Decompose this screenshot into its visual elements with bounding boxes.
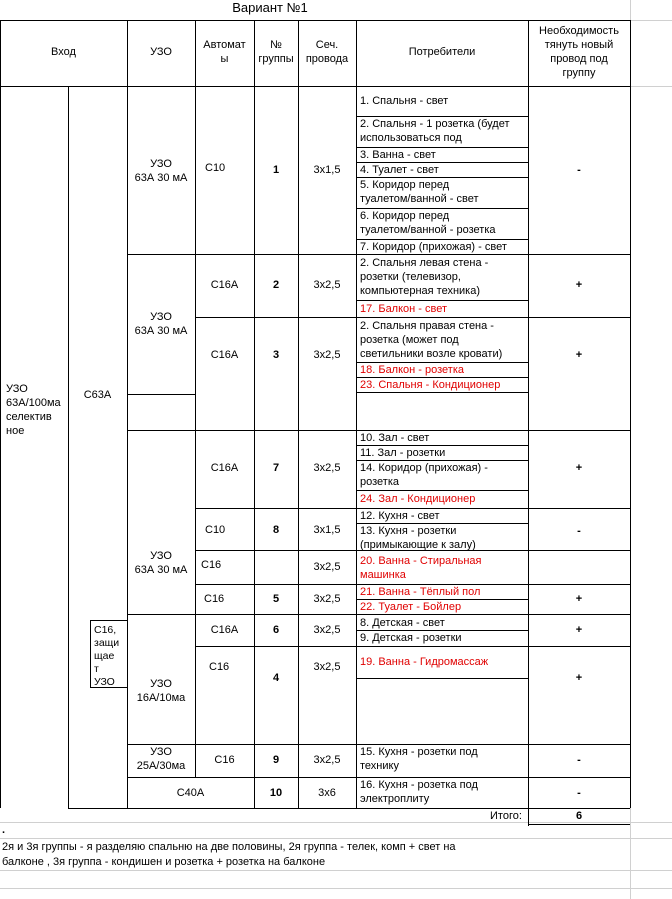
group-4-need: +	[575, 672, 583, 684]
group-6-number: 6	[272, 624, 280, 636]
consumer-item-new: 17. Балкон - свет	[360, 303, 448, 315]
group-1-section: 3х1,5	[313, 164, 341, 176]
uzo-label-5: УЗО 25А/30ма	[136, 746, 186, 772]
group-2-section: 3х2,5	[313, 279, 341, 291]
group-8-number: 8	[272, 524, 280, 536]
consumer-item: 9. Детская - розетки	[360, 632, 462, 644]
group-9-number: 9	[272, 754, 280, 766]
group-3-need: +	[575, 349, 583, 361]
group-5-breaker: С16	[204, 593, 225, 605]
group-c16-breaker: С16	[201, 559, 222, 571]
uzo-label-2: УЗО 63А 30 мА	[134, 311, 188, 337]
group-4-number: 4	[272, 672, 280, 684]
group-2-need: +	[575, 279, 583, 291]
group-7-number: 7	[272, 462, 280, 474]
header-avtomaty: Автомат ы	[203, 39, 246, 65]
group-8-section: 3х1,5	[313, 524, 341, 536]
header-uzo: УЗО	[150, 46, 172, 58]
group-1-need: -	[577, 164, 581, 176]
group-9-breaker: С16	[214, 754, 235, 766]
group-5-need: +	[575, 593, 583, 605]
consumer-item-new: 18. Балкон - розетка	[360, 364, 465, 376]
consumer-item-new: 24. Зал - Кондиционер	[360, 493, 476, 505]
consumer-item-new: 19. Ванна - Гидромассаж	[360, 656, 489, 668]
group-9-need: -	[577, 754, 581, 766]
group-8-need: -	[577, 525, 581, 537]
group-3-section: 3х2,5	[313, 349, 341, 361]
group-1-breaker: С10	[205, 162, 226, 174]
consumer-item: 14. Коридор (прихожая) - розетка	[360, 462, 488, 488]
group-9-section: 3х2,5	[313, 754, 341, 766]
group-c16-section: 3х2,5	[313, 561, 341, 573]
group-5-number: 5	[272, 593, 280, 605]
header-new-wire-needed: Необходимость тянуть новый провод под группу	[539, 25, 619, 79]
group-1-number: 1	[272, 164, 280, 176]
group-7-section: 3х2,5	[313, 462, 341, 474]
group-10-need: -	[577, 787, 581, 799]
note-dot: .	[2, 824, 6, 836]
group-6-need: +	[575, 624, 583, 636]
consumer-item: 4. Туалет - свет	[360, 164, 439, 176]
total-label: Итого:	[490, 810, 522, 822]
group-6-breaker: С16А	[210, 624, 239, 636]
consumer-item-new: 21. Ванна - Тёплый пол	[360, 586, 481, 598]
header-vhod: Вход	[51, 46, 76, 58]
consumer-item: 12. Кухня - свет	[360, 510, 440, 522]
header-group-number: № группы	[258, 39, 294, 65]
consumer-item: 2. Спальня левая стена - розетки (телевизор, компьютерная техника)	[360, 257, 489, 297]
group-5-section: 3х2,5	[313, 593, 341, 605]
consumer-item: 2. Спальня правая стена - розетка (может под светильники возле кровати)	[360, 320, 503, 360]
group-6-section: 3х2,5	[313, 624, 341, 636]
uzo-label-3: УЗО 63А 30 мА	[134, 550, 188, 576]
consumer-item: 11. Зал - розетки	[360, 447, 446, 459]
consumer-item-new: 23. Спальня - Кондиционер	[360, 379, 501, 391]
group-3-breaker: С16А	[210, 349, 239, 361]
consumer-item: 1. Спальня - свет	[360, 95, 449, 107]
footnote: 2я и 3я группы - я разделяю спальню на две половины, 2я группа - телек, комп + свет на балконе , 3я группа - кондишен и розетка + розетка на балконе	[2, 841, 456, 868]
consumer-item: 15. Кухня - розетки под технику	[360, 746, 478, 772]
group-4-breaker: С16	[209, 661, 230, 673]
main-uzo-label: УЗО 63А/100ма селектив ное	[6, 383, 61, 437]
consumer-item: 3. Ванна - свет	[360, 149, 436, 161]
group-10-section: 3х6	[318, 787, 336, 799]
consumer-item-new: 22. Туалет - Бойлер	[360, 601, 462, 613]
group-3-number: 3	[272, 349, 280, 361]
consumer-item: 6. Коридор перед туалетом/ванной - розетка	[360, 210, 496, 236]
consumer-item: 5. Коридор перед туалетом/ванной - свет	[360, 179, 479, 205]
header-wire-section: Сеч. провода	[305, 39, 349, 65]
consumer-item: 16. Кухня - розетка под электроплиту	[360, 779, 478, 805]
group-7-need: +	[575, 462, 583, 474]
total-value: 6	[575, 810, 583, 822]
group-2-breaker: С16А	[210, 279, 239, 291]
c40a-label: С40А	[176, 787, 205, 799]
uzo-label-4: УЗО 16А/10ма	[136, 678, 186, 704]
consumer-item: 10. Зал - свет	[360, 432, 430, 444]
uzo-label-1: УЗО 63А 30 мА	[134, 158, 188, 184]
group-8-breaker: С10	[205, 524, 226, 536]
consumer-item-new: 20. Ванна - Стиральная машинка	[360, 555, 482, 581]
consumer-item: 13. Кухня - розетки (примыкающие к залу)	[360, 525, 476, 551]
group-7-breaker: С16А	[210, 462, 239, 474]
group-4-section: 3х2,5	[313, 661, 341, 673]
c16-protector-label: С16, защи щае т УЗО	[94, 624, 120, 688]
page-title: Вариант №1	[232, 0, 308, 15]
consumer-item: 7. Коридор (прихожая) - свет	[360, 241, 507, 253]
header-consumers: Потребители	[408, 46, 476, 58]
consumer-item: 8. Детская - свет	[360, 617, 445, 629]
consumer-item: 2. Спальня - 1 розетка (будет использоваться под	[360, 118, 510, 144]
group-10-number: 10	[269, 787, 283, 799]
c63a-label: С63А	[83, 389, 112, 401]
group-2-number: 2	[272, 279, 280, 291]
